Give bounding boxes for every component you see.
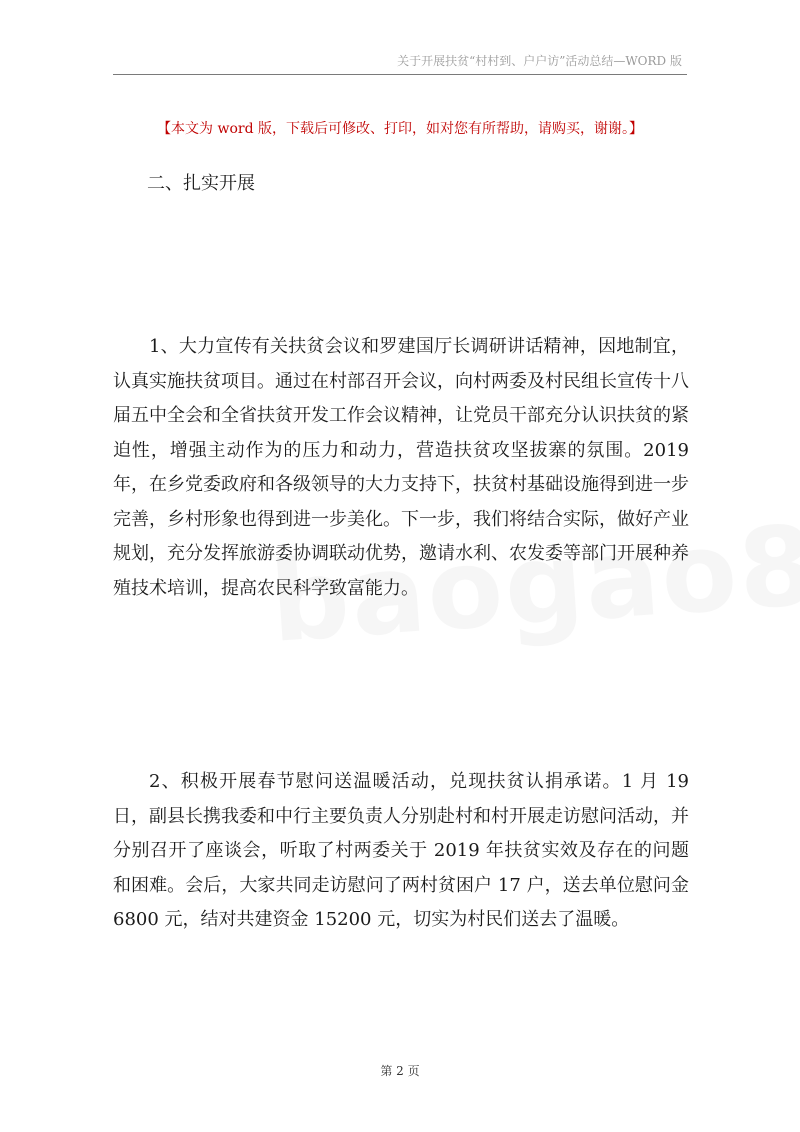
header-divider [113, 74, 687, 75]
paragraph-1: 1、大力宣传有关扶贫会议和罗建国厅长调研讲话精神，因地制宜，认真实施扶贫项目。通过在村部召开会议，向村两委及村民组长宣传十八届五中全会和全省扶贫开发工作会议精神，让党员干部充分认识扶贫的紧迫性，增强主动作为的压力和动力，营造扶贫攻坚拔寨的氛围。2019 年，在乡党委政府和各级领导的大力支持下，扶贫村基础设施得到进一步完善，乡村形象也得到进一步美化。下一步，我们将结合实际，做好产业规划，充分发挥旅游委协调联动优势，邀请水利、农发委等部门开展种养殖技术培训，提高农民科学致富能力。 [113, 336, 689, 599]
paragraph-2: 2、积极开展春节慰问送温暖活动，兑现扶贫认捐承诺。1 月 19 日，副县长携我委和中行主要负责人分别赴村和村开展走访慰问活动，并分别召开了座谈会，听取了村两委关于 2019 年扶贫实效及存在的问题和困难。会后，大家共同走访慰问了两村贫困户 17 户，送去单位慰问金 6800 元，结对共建资金 15200 元，切实为村民们送去了温暖。 [113, 771, 689, 930]
purchase-notice: 【本文为 word 版，下载后可修改、打印，如对您有所帮助，请购买，谢谢。】 [157, 121, 643, 137]
page-number: 第 2 页 [380, 1064, 420, 1078]
section-heading: 二、扎实开展 [147, 173, 255, 194]
running-header: 关于开展扶贫“村村到、户户访”活动总结—WORD 版 [397, 54, 682, 68]
